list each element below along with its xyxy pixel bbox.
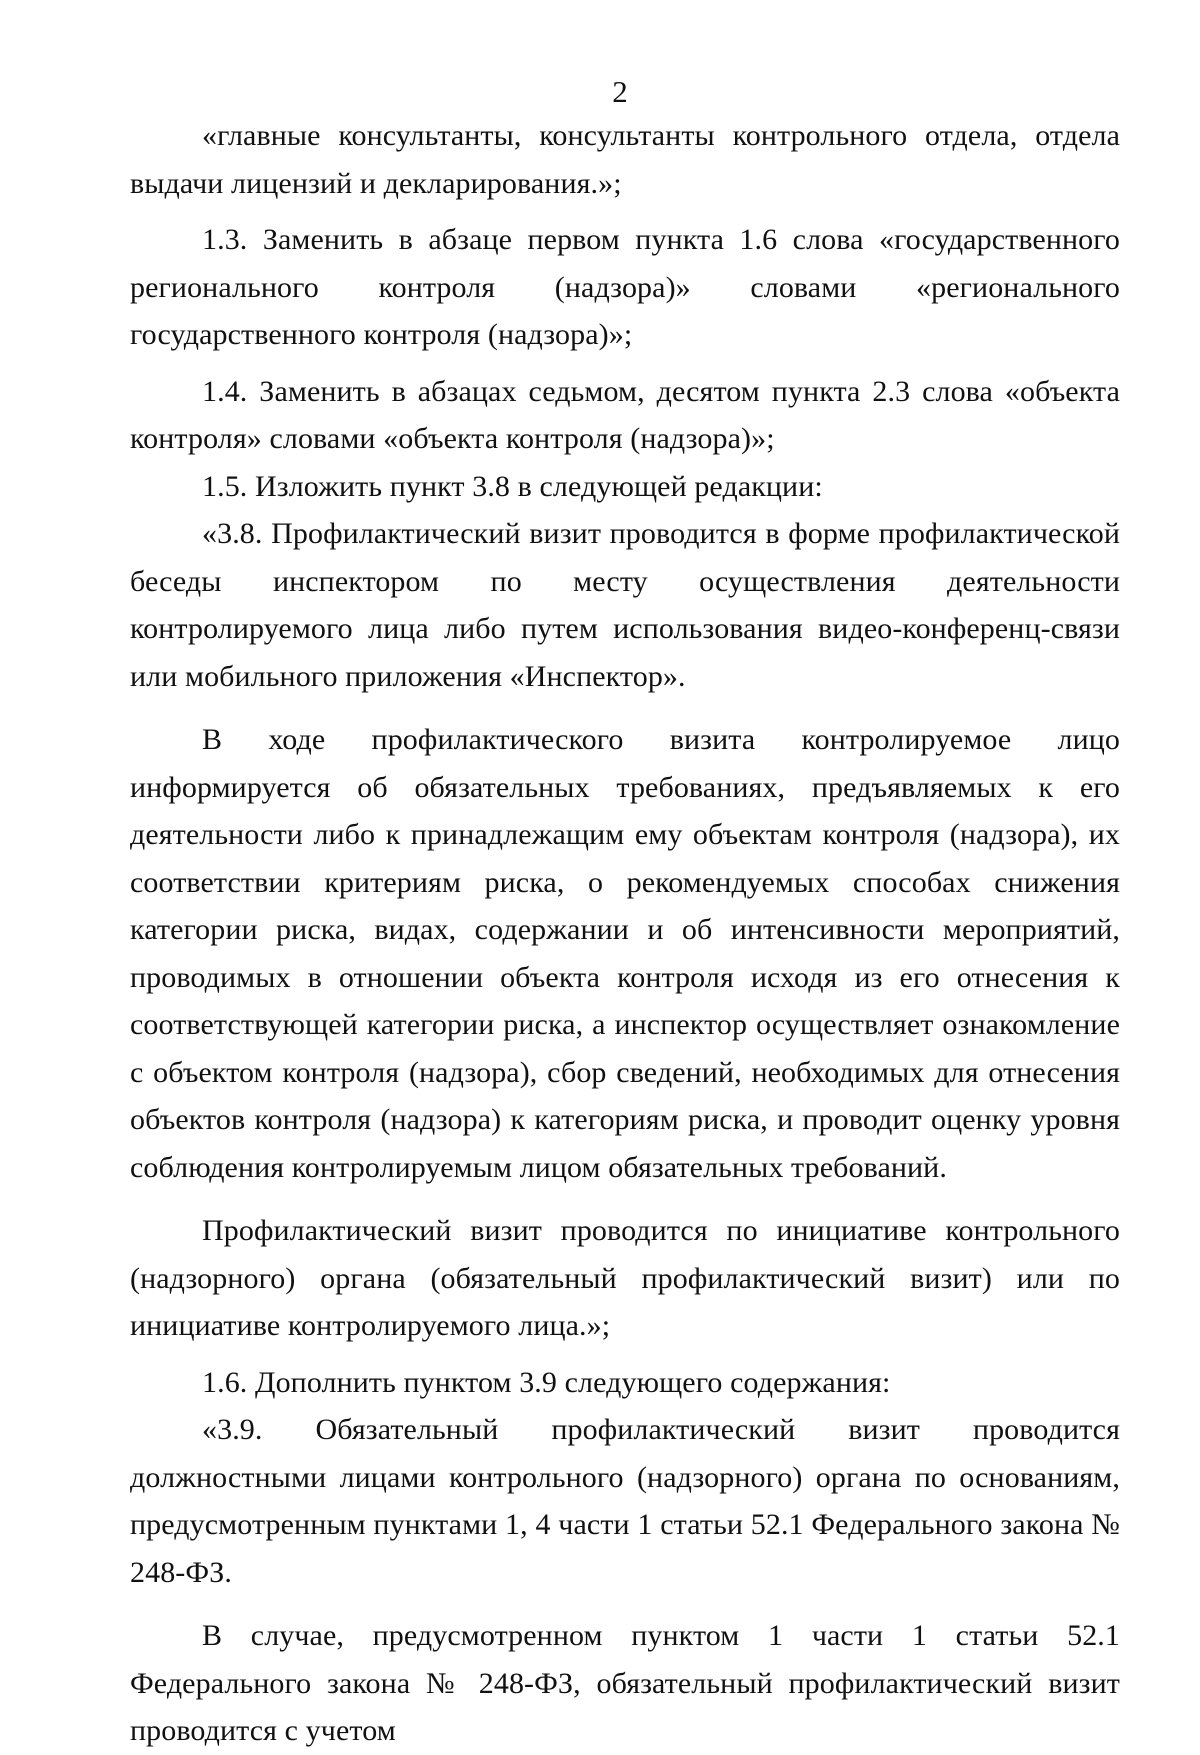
paragraph-visit-initiative: Профилактический визит проводится по инициативе контрольного (надзорного) органа (обязательный профилактический визит) или по инициативе контролируемого лица.»; [130, 1214, 1120, 1342]
paragraph-item-1-3: 1.3. Заменить в абзаце первом пункта 1.6 слова «государственного регионального контроля (надзора)» словами «регионального государственного контроля (надзора)»; [130, 223, 1120, 351]
paragraph-item-1-6: 1.6. Дополнить пунктом 3.9 следующего содержания: [202, 1365, 891, 1399]
paragraph-item-1-4: 1.4. Заменить в абзацах седьмом, десятом пункта 2.3 слова «объекта контроля» словами «объекта контроля (надзора)»; [130, 374, 1120, 455]
paragraph-mandatory-visit-case: В случае, предусмотренном пунктом 1 части 1 статьи 52.1 Федерального закона № 248-ФЗ, обязательный профилактический визит проводится с учетом [130, 1619, 1120, 1747]
paragraph-visit-information: В ходе профилактического визита контролируемое лицо информируется об обязательных требованиях, предъявляемых к его деятельности либо к принадлежащим ему объектам контроля (надзора), их соответствии критериям риска, о рекомендуемых способах снижения категории риска, видах, содержании и об интенсивности мероприятий, проводимых в отношении объекта контроля исходя из его отнесения к соответствующей категории риска, а инспектор осуществляет ознакомление с объектом контроля (надзора), сбор сведений, необходимых для отнесения объектов контроля (надзора) к категориям риска, и проводит оценку уровня соблюдения контролируемым лицом обязательных требований. [130, 723, 1120, 1184]
document-body [130, 112, 1120, 1755]
paragraph-item-1-5: 1.5. Изложить пункт 3.8 в следующей редакции: [202, 469, 823, 503]
paragraph-item-3-9: «3.9. Обязательный профилактический визит проводится должностными лицами контрольного (надзорного) органа по основаниям, предусмотренным пунктами 1, 4 части 1 статьи 52.1 Федерального закона № 248-ФЗ. [130, 1413, 1120, 1589]
page-number: 2 [612, 74, 628, 109]
paragraph-quote-consultants: «главные консультанты, консультанты контрольного отдела, отдела выдачи лицензий и декларирования.»; [130, 119, 1120, 200]
paragraph-item-3-8: «3.8. Профилактический визит проводится в форме профилактической беседы инспектором по месту осуществления деятельности контролируемого лица либо путем использования видео-конференц-связи или мобильного приложения «Инспектор». [130, 517, 1120, 693]
